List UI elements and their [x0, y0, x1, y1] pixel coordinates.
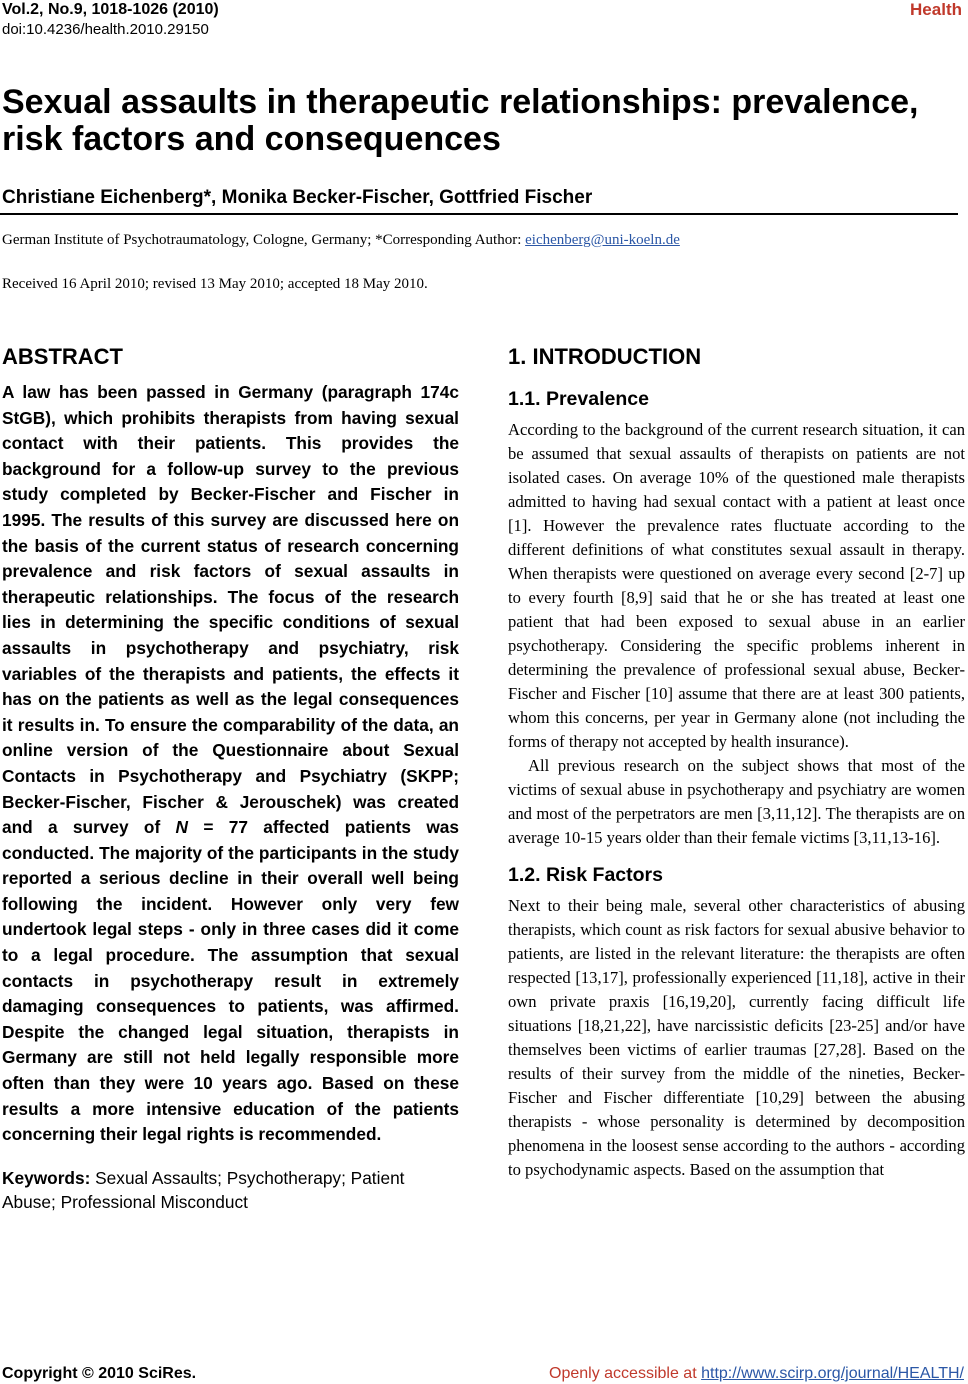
- copyright-notice: Copyright © 2010 SciRes.: [2, 1365, 197, 1382]
- abstract-text: [2, 380, 459, 1148]
- author-list: Christiane Eichenberg*, Monika Becker-Fischer, Gottfried Fischer: [2, 187, 593, 208]
- prevalence-paragraph-2: All previous research on the subject shows that most of the victims of sexual abuse in psychotherapy and psychiatry are women and most of the perpetrators are men [3,11,12]. The therapists are on average 10-15 years older than their female victims [3,11,13-16].: [508, 756, 965, 847]
- open-access-notice: [549, 1364, 964, 1383]
- received-dates: Received 16 April 2010; revised 13 May 2010; accepted 18 May 2010.: [2, 276, 428, 292]
- open-access-text: Openly accessible at: [549, 1365, 702, 1382]
- affiliation: [2, 230, 680, 250]
- prevalence-subheading: 1.1. Prevalence: [508, 388, 649, 410]
- journal-name: Health: [910, 0, 962, 19]
- left-column: [2, 340, 459, 1214]
- keywords-list: Sexual Assaults; Psychotherapy; Patient Abuse; Professional Misconduct: [2, 1167, 405, 1212]
- prevalence-paragraph-1: According to the background of the current research situation, it can be assumed that sexual assaults of therapists on patients are not isolated cases. On average 10% of the questioned male therapists admitted to having had sexual contact with a patient at least once [1]. However the prevalence rates fluctuate according to the different definitions of what constitutes sexual assault in therapy. When therapists were questioned on average every second [2-7] up to every fourth [8,9] said that he or she has treated at least one patient that had been exposed to sexual abuse in an earlier psychotherapy. Considering the specific problems inherent in determining the prevalence of professional sexual abuse, Becker-Fischer and Fischer [10] assume that there are at least 300 patients, whom this concerns, per year in Germany alone (not including the forms of therapy not accepted by health insurance).: [508, 420, 965, 751]
- title-divider: [0, 213, 958, 215]
- abstract-text-part2: = 77 affected patients was conducted. The majority of the participants in the study reported a serious decline in their overall well being following the incident. However only very few undertook legal steps - only in three cases did it come to a legal procedure. The assumption that sexual contacts in psychotherapy result in extremely damaging consequences to patients, was affirmed. Despite the changed legal situation, therapists in Germany are still not held legally responsible more often than they were 10 years ago. Based on these results a more intensive education of the patients concerning their legal rights is recommended.: [2, 817, 459, 1145]
- corresponding-email-link[interactable]: eichenberg@uni-koeln.de: [525, 232, 680, 248]
- risk-factors-subheading: 1.2. Risk Factors: [508, 864, 663, 886]
- sample-size-symbol: N: [175, 817, 189, 838]
- abstract-text-part1: A law has been passed in Germany (paragraph 174c StGB), which prohibits therapists from having sexual contact with their patients. This provides the background for a follow-up survey to the previous study completed by Becker-Fischer and Fischer in 1995. The results of this survey are discussed here on the basis of the current status of research concerning prevalence and risk factors of sexual assaults in therapeutic relationships. The focus of the research lies in determining the specific conditions of sexual assaults in psychotherapy and psychiatry, risk variables of the therapists and patients, the effects it has on the patients as well as the legal consequences it results in. To ensure the comparability of the data, an online version of the Questionnaire about Sexual Contacts in Psychotherapy and Psychiatry (SKPP; Becker-Fischer, Fischer & Jerouschek) was created and a survey of: [2, 382, 459, 838]
- journal-url-link[interactable]: http://www.scirp.org/journal/HEALTH/: [701, 1365, 964, 1382]
- paper-title: Sexual assaults in therapeutic relationships: prevalence, risk factors and consequences: [2, 83, 919, 158]
- risk-factors-paragraph: Next to their being male, several other characteristics of abusing therapists, which count as risk factors for sexual abusive behavior to patients, are listed in the relevant literature: the therapists are often respected [13,17], professionally experienced [11,18], active in their own private praxis [16,19,20], currently facing difficult life situations [18,21,22], have narcissistic deficits [23-25] and/or have themselves been victims of earlier traumas [27,28]. Based on the results of their survey from the middle of the nineties, Becker-Fischer and Fischer differentiate [10,29] between the abusing therapists - whose personality is determined by decomposition phenomena in the loosest sense according to the authors - according to psychodynamic aspects. Based on the assumption that: [508, 896, 965, 1179]
- doi-line: doi:10.4236/health.2010.29150: [2, 21, 209, 38]
- journal-volume-line: Vol.2, No.9, 1018-1026 (2010): [2, 1, 219, 18]
- introduction-heading: 1. INTRODUCTION: [508, 344, 702, 369]
- affiliation-text: German Institute of Psychotraumatology, Cologne, Germany; *Corresponding Author:: [2, 232, 526, 248]
- abstract-heading: ABSTRACT: [2, 344, 123, 369]
- keywords-label: Keywords:: [2, 1167, 91, 1188]
- keywords: [2, 1166, 459, 1214]
- right-column: [508, 340, 965, 1182]
